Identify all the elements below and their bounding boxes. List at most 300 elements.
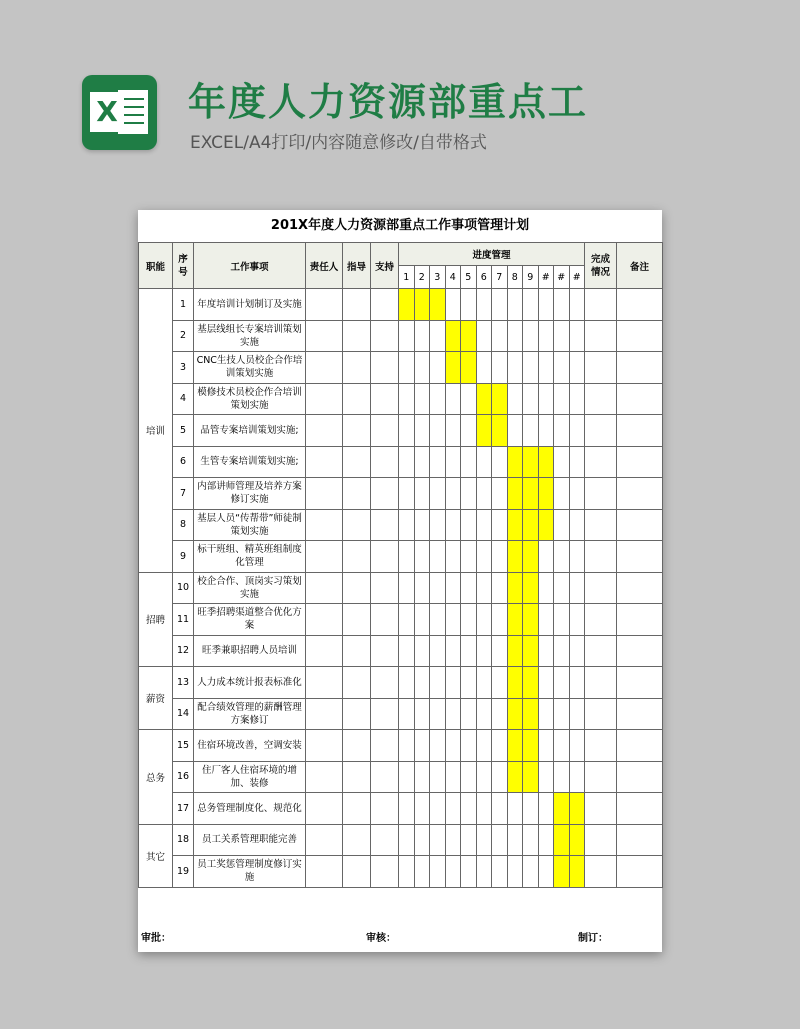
progress-cell: [492, 572, 508, 604]
status-cell: [585, 698, 617, 730]
document-title: 201X年度人力资源部重点工作事项管理计划: [270, 218, 530, 233]
progress-cell: [476, 604, 492, 636]
guide-cell: [343, 289, 371, 321]
header-item: 工作事项: [194, 243, 306, 289]
table-row: [139, 289, 663, 321]
progress-cell: [492, 635, 508, 667]
seq-cell: 13: [173, 667, 194, 699]
table-row: [139, 667, 663, 699]
task-cell: 员工关系管理职能完善: [194, 824, 306, 856]
owner-cell: [306, 856, 343, 888]
owner-cell: [306, 478, 343, 510]
progress-cell-filled: [507, 509, 523, 541]
remark-cell: [617, 793, 663, 825]
progress-cell: [569, 761, 585, 793]
progress-cell: [414, 383, 430, 415]
progress-cell: [554, 667, 570, 699]
progress-cell: [492, 761, 508, 793]
progress-cell: [414, 352, 430, 384]
progress-cell: [492, 667, 508, 699]
seq-cell: 2: [173, 320, 194, 352]
progress-cell: [492, 509, 508, 541]
status-cell: [585, 415, 617, 447]
seq-cell: 19: [173, 856, 194, 888]
guide-cell: [343, 824, 371, 856]
progress-cell: [430, 856, 446, 888]
progress-cell-filled: [523, 446, 539, 478]
progress-cell: [461, 761, 477, 793]
progress-cell: [414, 604, 430, 636]
status-cell: [585, 730, 617, 762]
progress-cell-filled: [507, 572, 523, 604]
progress-cell-filled: [492, 415, 508, 447]
progress-cell: [430, 541, 446, 573]
support-cell: [371, 415, 399, 447]
signature-footer: [138, 920, 662, 950]
header-guide: 指导: [343, 243, 371, 289]
progress-cell: [430, 415, 446, 447]
progress-cell: [538, 856, 554, 888]
remark-cell: [617, 635, 663, 667]
progress-cell: [523, 824, 539, 856]
status-cell: [585, 352, 617, 384]
status-cell: [585, 793, 617, 825]
guide-cell: [343, 698, 371, 730]
support-cell: [371, 667, 399, 699]
progress-cell: [492, 604, 508, 636]
progress-cell: [507, 320, 523, 352]
remark-cell: [617, 761, 663, 793]
progress-cell: [430, 446, 446, 478]
progress-cell: [492, 478, 508, 510]
task-cell: 基层线组长专案培训策划实施: [194, 320, 306, 352]
support-cell: [371, 478, 399, 510]
progress-cell-filled: [523, 667, 539, 699]
progress-cell: [445, 415, 461, 447]
progress-cell: [414, 698, 430, 730]
header-support: 支持: [371, 243, 399, 289]
progress-cell: [445, 793, 461, 825]
progress-cell: [445, 730, 461, 762]
progress-cell: [399, 478, 415, 510]
month-header-cell: 5: [461, 266, 477, 289]
progress-cell-filled: [569, 856, 585, 888]
dept-cell: 薪资: [139, 667, 173, 730]
progress-cell-filled: [507, 635, 523, 667]
progress-cell: [430, 698, 446, 730]
progress-cell: [430, 383, 446, 415]
progress-cell: [476, 698, 492, 730]
guide-cell: [343, 541, 371, 573]
progress-cell: [430, 352, 446, 384]
progress-cell: [445, 635, 461, 667]
support-cell: [371, 761, 399, 793]
progress-cell: [461, 824, 477, 856]
progress-cell: [445, 572, 461, 604]
progress-cell: [476, 509, 492, 541]
progress-cell-filled: [523, 572, 539, 604]
seq-cell: 5: [173, 415, 194, 447]
support-cell: [371, 320, 399, 352]
header-status-text: 完成情况: [591, 253, 611, 278]
header-seq: [173, 243, 194, 289]
progress-cell: [430, 478, 446, 510]
month-header-cell: #: [554, 266, 570, 289]
progress-cell: [476, 289, 492, 321]
progress-cell: [569, 446, 585, 478]
progress-cell: [492, 824, 508, 856]
progress-cell: [414, 667, 430, 699]
progress-cell: [507, 352, 523, 384]
month-header-cell: 3: [430, 266, 446, 289]
month-header-cell: #: [569, 266, 585, 289]
progress-cell-filled: [507, 667, 523, 699]
dept-cell: 招聘: [139, 572, 173, 667]
status-cell: [585, 572, 617, 604]
progress-cell: [461, 509, 477, 541]
progress-cell: [554, 478, 570, 510]
seq-cell: 17: [173, 793, 194, 825]
progress-cell: [461, 667, 477, 699]
owner-cell: [306, 635, 343, 667]
progress-cell: [461, 446, 477, 478]
excel-x-icon: X: [90, 92, 124, 132]
support-cell: [371, 856, 399, 888]
progress-cell: [507, 793, 523, 825]
support-cell: [371, 352, 399, 384]
status-cell: [585, 478, 617, 510]
progress-cell: [445, 446, 461, 478]
progress-cell: [476, 320, 492, 352]
progress-cell: [445, 604, 461, 636]
footer-review: 审核：: [366, 933, 396, 944]
progress-cell: [399, 541, 415, 573]
progress-cell: [399, 352, 415, 384]
owner-cell: [306, 824, 343, 856]
progress-cell: [399, 320, 415, 352]
table-row: [139, 635, 663, 667]
progress-cell: [538, 415, 554, 447]
progress-cell-filled: [538, 446, 554, 478]
progress-cell-filled: [569, 824, 585, 856]
table-row: [139, 604, 663, 636]
dept-cell: 培训: [139, 289, 173, 573]
remark-cell: [617, 824, 663, 856]
table-row: [139, 478, 663, 510]
progress-cell: [476, 478, 492, 510]
guide-cell: [343, 572, 371, 604]
month-header-cell: 6: [476, 266, 492, 289]
progress-cell: [569, 383, 585, 415]
seq-cell: 9: [173, 541, 194, 573]
progress-cell: [492, 446, 508, 478]
progress-cell-filled: [523, 761, 539, 793]
table-row: [139, 320, 663, 352]
table-row: [139, 541, 663, 573]
progress-cell: [445, 698, 461, 730]
seq-cell: 14: [173, 698, 194, 730]
remark-cell: [617, 667, 663, 699]
progress-cell: [399, 824, 415, 856]
seq-cell: 11: [173, 604, 194, 636]
status-cell: [585, 635, 617, 667]
support-cell: [371, 698, 399, 730]
month-header-cell: 2: [414, 266, 430, 289]
progress-cell: [399, 572, 415, 604]
owner-cell: [306, 415, 343, 447]
remark-cell: [617, 320, 663, 352]
task-cell: 人力成本统计报表标准化: [194, 667, 306, 699]
progress-cell-filled: [399, 289, 415, 321]
progress-cell: [554, 572, 570, 604]
progress-cell: [554, 383, 570, 415]
progress-cell-filled: [476, 415, 492, 447]
progress-cell: [569, 415, 585, 447]
task-cell: 住宿环境改善，空调安装: [194, 730, 306, 762]
remark-cell: [617, 289, 663, 321]
progress-cell: [399, 761, 415, 793]
progress-cell: [414, 730, 430, 762]
progress-cell: [445, 824, 461, 856]
progress-cell: [414, 572, 430, 604]
progress-cell: [430, 320, 446, 352]
progress-cell: [445, 509, 461, 541]
table-row: [139, 793, 663, 825]
remark-cell: [617, 572, 663, 604]
progress-cell: [430, 635, 446, 667]
remark-cell: [617, 509, 663, 541]
task-cell: 模修技术员校企作合培训策划实施: [194, 383, 306, 415]
progress-cell-filled: [523, 541, 539, 573]
table-row: [139, 761, 663, 793]
progress-cell: [430, 509, 446, 541]
progress-cell: [399, 446, 415, 478]
progress-cell: [538, 541, 554, 573]
support-cell: [371, 635, 399, 667]
progress-cell: [430, 824, 446, 856]
remark-cell: [617, 478, 663, 510]
task-cell: 年度培训计划制订及实施: [194, 289, 306, 321]
progress-cell-filled: [538, 478, 554, 510]
progress-cell: [569, 509, 585, 541]
owner-cell: [306, 509, 343, 541]
guide-cell: [343, 320, 371, 352]
progress-cell: [476, 730, 492, 762]
progress-cell-filled: [476, 383, 492, 415]
task-cell: 配合绩效管理的薪酬管理方案修订: [194, 698, 306, 730]
progress-cell: [538, 761, 554, 793]
progress-cell: [461, 572, 477, 604]
progress-cell-filled: [461, 320, 477, 352]
progress-cell: [554, 635, 570, 667]
guide-cell: [343, 730, 371, 762]
progress-cell: [538, 824, 554, 856]
owner-cell: [306, 604, 343, 636]
task-cell: 内部讲师管理及培养方案修订实施: [194, 478, 306, 510]
guide-cell: [343, 793, 371, 825]
progress-cell: [523, 793, 539, 825]
progress-cell-filled: [507, 604, 523, 636]
progress-cell: [430, 730, 446, 762]
progress-cell: [538, 383, 554, 415]
table-row: [139, 352, 663, 384]
task-cell: CNC生技人员校企合作培训策划实施: [194, 352, 306, 384]
task-cell: 总务管理制度化、规范化: [194, 793, 306, 825]
progress-cell: [476, 352, 492, 384]
guide-cell: [343, 478, 371, 510]
progress-cell: [445, 289, 461, 321]
progress-cell-filled: [507, 698, 523, 730]
progress-cell: [399, 383, 415, 415]
progress-cell: [569, 635, 585, 667]
progress-cell: [492, 856, 508, 888]
progress-cell: [399, 635, 415, 667]
header-status: [585, 243, 617, 289]
header-progress: 进度管理: [399, 243, 585, 266]
progress-cell: [569, 730, 585, 762]
plan-table: [138, 242, 663, 888]
progress-cell: [414, 856, 430, 888]
owner-cell: [306, 698, 343, 730]
owner-cell: [306, 667, 343, 699]
progress-cell: [538, 572, 554, 604]
excel-app-icon: [82, 75, 157, 150]
task-cell: 校企合作、顶岗实习策划实施: [194, 572, 306, 604]
progress-cell: [476, 446, 492, 478]
progress-cell-filled: [538, 509, 554, 541]
progress-cell: [569, 572, 585, 604]
progress-cell: [414, 509, 430, 541]
progress-cell: [523, 415, 539, 447]
progress-cell: [492, 541, 508, 573]
progress-cell: [554, 289, 570, 321]
progress-cell: [538, 793, 554, 825]
progress-cell: [538, 698, 554, 730]
progress-cell: [461, 635, 477, 667]
progress-cell: [445, 478, 461, 510]
progress-cell: [569, 541, 585, 573]
owner-cell: [306, 761, 343, 793]
support-cell: [371, 289, 399, 321]
seq-cell: 12: [173, 635, 194, 667]
owner-cell: [306, 383, 343, 415]
progress-cell-filled: [523, 509, 539, 541]
progress-cell: [461, 856, 477, 888]
header-remark: 备注: [617, 243, 663, 289]
progress-cell: [507, 383, 523, 415]
progress-cell: [538, 289, 554, 321]
task-cell: 旺季兼职招聘人员培训: [194, 635, 306, 667]
progress-cell: [445, 761, 461, 793]
progress-cell-filled: [554, 824, 570, 856]
remark-cell: [617, 698, 663, 730]
progress-cell-filled: [523, 635, 539, 667]
progress-cell: [414, 761, 430, 793]
guide-cell: [343, 761, 371, 793]
progress-cell: [492, 289, 508, 321]
progress-cell-filled: [507, 761, 523, 793]
progress-cell: [507, 289, 523, 321]
table-row: [139, 698, 663, 730]
progress-cell-filled: [554, 793, 570, 825]
progress-cell-filled: [430, 289, 446, 321]
status-cell: [585, 509, 617, 541]
progress-cell: [430, 667, 446, 699]
progress-cell: [476, 856, 492, 888]
progress-cell-filled: [507, 478, 523, 510]
progress-cell: [523, 856, 539, 888]
table-row: [139, 856, 663, 888]
progress-cell: [569, 667, 585, 699]
remark-cell: [617, 383, 663, 415]
progress-cell: [476, 761, 492, 793]
progress-cell: [492, 730, 508, 762]
remark-cell: [617, 604, 663, 636]
status-cell: [585, 383, 617, 415]
progress-cell: [554, 509, 570, 541]
progress-cell: [445, 383, 461, 415]
progress-cell: [554, 761, 570, 793]
month-header-cell: 1: [399, 266, 415, 289]
progress-cell-filled: [461, 352, 477, 384]
seq-cell: 18: [173, 824, 194, 856]
progress-cell: [554, 446, 570, 478]
support-cell: [371, 793, 399, 825]
status-cell: [585, 761, 617, 793]
progress-cell: [569, 320, 585, 352]
progress-cell: [399, 793, 415, 825]
progress-cell: [554, 352, 570, 384]
progress-cell: [461, 478, 477, 510]
progress-cell-filled: [507, 446, 523, 478]
progress-cell: [445, 667, 461, 699]
progress-cell: [492, 320, 508, 352]
guide-cell: [343, 383, 371, 415]
dept-cell: 其它: [139, 824, 173, 887]
owner-cell: [306, 793, 343, 825]
guide-cell: [343, 604, 371, 636]
progress-cell: [430, 572, 446, 604]
progress-cell: [523, 289, 539, 321]
progress-cell: [461, 415, 477, 447]
progress-cell: [399, 509, 415, 541]
progress-cell: [445, 541, 461, 573]
progress-cell: [476, 793, 492, 825]
owner-cell: [306, 541, 343, 573]
month-header-cell: 7: [492, 266, 508, 289]
progress-cell: [554, 698, 570, 730]
progress-cell: [414, 446, 430, 478]
support-cell: [371, 509, 399, 541]
spreadsheet-preview: [138, 210, 662, 952]
progress-cell: [414, 320, 430, 352]
progress-cell: [569, 352, 585, 384]
owner-cell: [306, 352, 343, 384]
status-cell: [585, 446, 617, 478]
progress-cell: [492, 698, 508, 730]
seq-cell: 8: [173, 509, 194, 541]
status-cell: [585, 667, 617, 699]
owner-cell: [306, 289, 343, 321]
owner-cell: [306, 572, 343, 604]
progress-cell: [414, 415, 430, 447]
banner-subtitle: EXCEL/A4打印/内容随意修改/自带格式: [190, 133, 487, 153]
progress-cell-filled: [445, 320, 461, 352]
progress-cell: [554, 320, 570, 352]
seq-cell: 3: [173, 352, 194, 384]
seq-cell: 15: [173, 730, 194, 762]
remark-cell: [617, 446, 663, 478]
